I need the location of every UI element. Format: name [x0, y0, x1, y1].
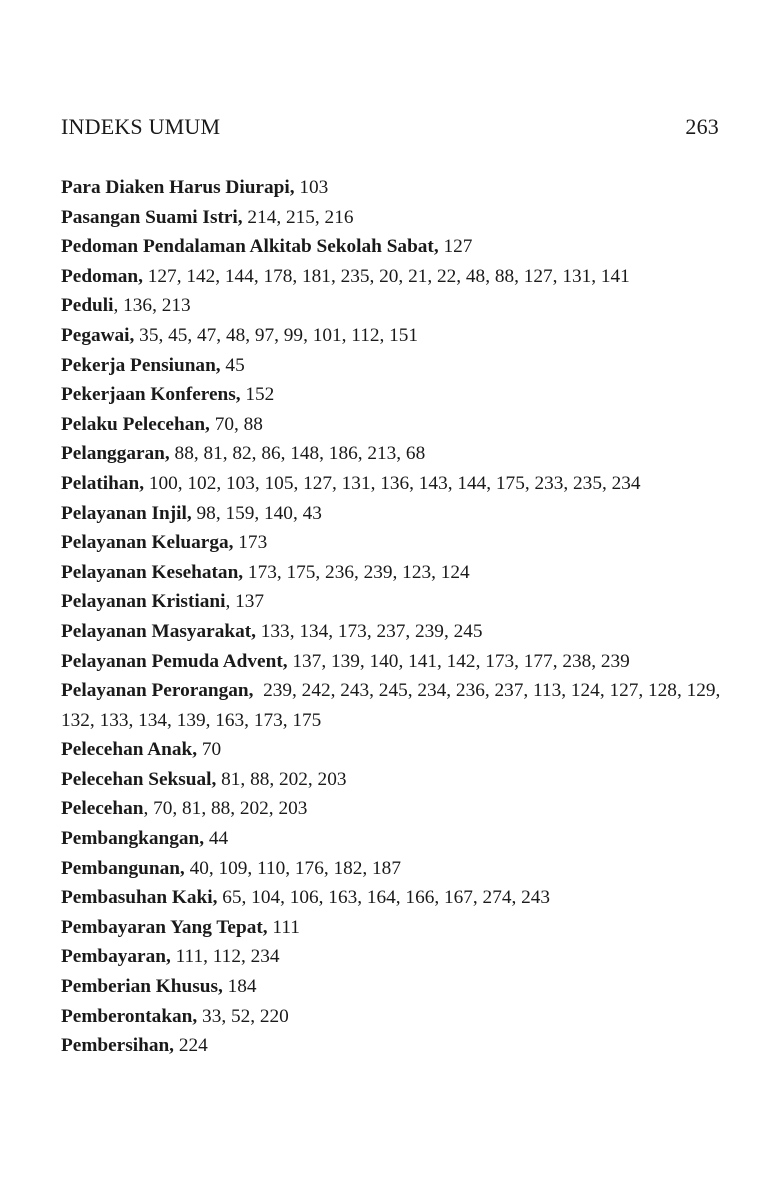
entry-page-refs: 137, 139, 140, 141, 142, 173, 177, 238, 239 [287, 650, 630, 672]
index-entry [61, 499, 721, 529]
index-entry [61, 262, 721, 292]
entry-page-refs: 70, 88 [209, 413, 263, 435]
index-entry [61, 942, 721, 972]
entry-term: Peduli [61, 295, 114, 317]
entry-term: Pelayanan Kesehatan, [61, 561, 244, 583]
entry-page-refs: 35, 45, 47, 48, 97, 99, 101, 112, 151 [134, 324, 419, 346]
entry-page-refs: 70 [197, 739, 222, 761]
entry-term: Pelayanan Kristiani [61, 591, 226, 613]
entry-page-refs: 103 [294, 177, 329, 198]
index-entry [61, 439, 721, 469]
entry-page-refs: 44 [204, 828, 229, 850]
entry-page-refs: 111 [267, 916, 300, 938]
index-entry-list [61, 173, 726, 1061]
index-entry [61, 321, 721, 351]
entry-term: Pedoman Pendalaman Alkitab Sekolah Sabat, [61, 236, 439, 258]
index-entry [61, 173, 721, 203]
index-entry [61, 528, 721, 558]
entry-term: Pelayanan Perorangan, [61, 680, 254, 702]
entry-term: Pelecehan Anak, [61, 739, 198, 761]
entry-page-refs: 214, 215, 216 [242, 206, 354, 228]
entry-term: Pemberian Khusus, [61, 976, 223, 998]
index-entry [61, 203, 721, 233]
entry-page-refs: , 70, 81, 88, 202, 203 [143, 798, 308, 820]
index-entry [61, 232, 721, 262]
entry-term: Pembangkangan, [61, 828, 205, 850]
entry-term: Pelecehan Seksual, [61, 768, 217, 790]
entry-page-refs: 88, 81, 82, 86, 148, 186, 213, 68 [169, 443, 426, 465]
index-entry [61, 1002, 721, 1032]
index-entry [61, 883, 721, 913]
index-entry [61, 824, 721, 854]
entry-page-refs: 133, 134, 173, 237, 239, 245 [255, 620, 483, 642]
entry-page-refs: 40, 109, 110, 176, 182, 187 [184, 857, 401, 879]
entry-page-refs: 152 [240, 384, 275, 406]
entry-term: Pembayaran Yang Tepat, [61, 916, 268, 938]
index-entry [61, 410, 721, 440]
index-entry [61, 794, 721, 824]
entry-page-refs: 173 [233, 532, 268, 554]
entry-term: Para Diaken Harus Diurapi, [61, 177, 295, 198]
entry-term: Pekerja Pensiunan, [61, 354, 221, 376]
page-number: 263 [685, 114, 719, 139]
entry-term: Pegawai, [61, 324, 135, 346]
entry-term: Pemberontakan, [61, 1005, 198, 1027]
entry-page-refs: 100, 102, 103, 105, 127, 131, 136, 143, 144, 175, 233, 235, 234 [144, 472, 641, 494]
index-entry [61, 469, 721, 499]
entry-term: Pembasuhan Kaki, [61, 887, 218, 909]
index-entry [61, 587, 721, 617]
entry-page-refs: 173, 175, 236, 239, 123, 124 [243, 561, 470, 583]
entry-page-refs: 45 [220, 354, 245, 376]
entry-page-refs: 224 [174, 1035, 208, 1057]
index-entry [61, 647, 721, 677]
index-entry [61, 617, 721, 647]
entry-page-refs: , 136, 213 [113, 295, 191, 317]
entry-term: Pasangan Suami Istri, [61, 206, 243, 228]
index-entry [61, 291, 721, 321]
entry-page-refs: , 137 [225, 591, 264, 613]
index-entry [61, 765, 721, 795]
entry-term: Pelayanan Injil, [61, 502, 192, 524]
entry-page-refs: 111, 112, 234 [170, 946, 280, 968]
entry-page-refs: 65, 104, 106, 163, 164, 166, 167, 274, 243 [217, 887, 551, 909]
entry-term: Pelayanan Pemuda Advent, [61, 650, 288, 672]
index-entry [61, 380, 721, 410]
entry-term: Pelayanan Keluarga, [61, 532, 234, 554]
entry-term: Pedoman, [61, 265, 143, 287]
entry-page-refs: 184 [222, 976, 257, 998]
entry-page-refs: 127, 142, 144, 178, 181, 235, 20, 21, 22, 48, 88, 127, 131, 141 [142, 265, 630, 287]
index-entry [61, 854, 721, 884]
entry-term: Pembangunan, [61, 857, 185, 879]
index-entry [61, 735, 721, 765]
entry-page-refs: 81, 88, 202, 203 [216, 768, 347, 790]
index-entry [61, 351, 721, 381]
section-title: INDEKS UMUM [61, 114, 221, 139]
entry-page-refs: 33, 52, 220 [197, 1005, 289, 1027]
entry-page-refs: 239, 242, 243, 245, 234, 236, 237, 113, 124, 127, 128, 129, 132, 133, 134, 139, 163, 173, 175 [61, 680, 726, 731]
index-entry [61, 1031, 721, 1061]
entry-term: Pelaku Pelecehan, [61, 413, 210, 435]
entry-term: Pelecehan [61, 798, 144, 820]
entry-term: Pembersihan, [61, 1035, 175, 1057]
entry-term: Pelanggaran, [61, 443, 170, 465]
entry-term: Pembayaran, [61, 946, 171, 968]
index-entry [61, 913, 721, 943]
entry-term: Pelayanan Masyarakat, [61, 620, 256, 642]
index-entry [61, 558, 721, 588]
entry-term: Pelatihan, [61, 472, 145, 494]
index-entry [61, 972, 721, 1002]
index-entry [61, 676, 726, 735]
entry-page-refs: 98, 159, 140, 43 [191, 502, 322, 524]
running-header [61, 114, 719, 144]
entry-term: Pekerjaan Konferens, [61, 384, 241, 406]
entry-page-refs: 127 [438, 236, 473, 258]
